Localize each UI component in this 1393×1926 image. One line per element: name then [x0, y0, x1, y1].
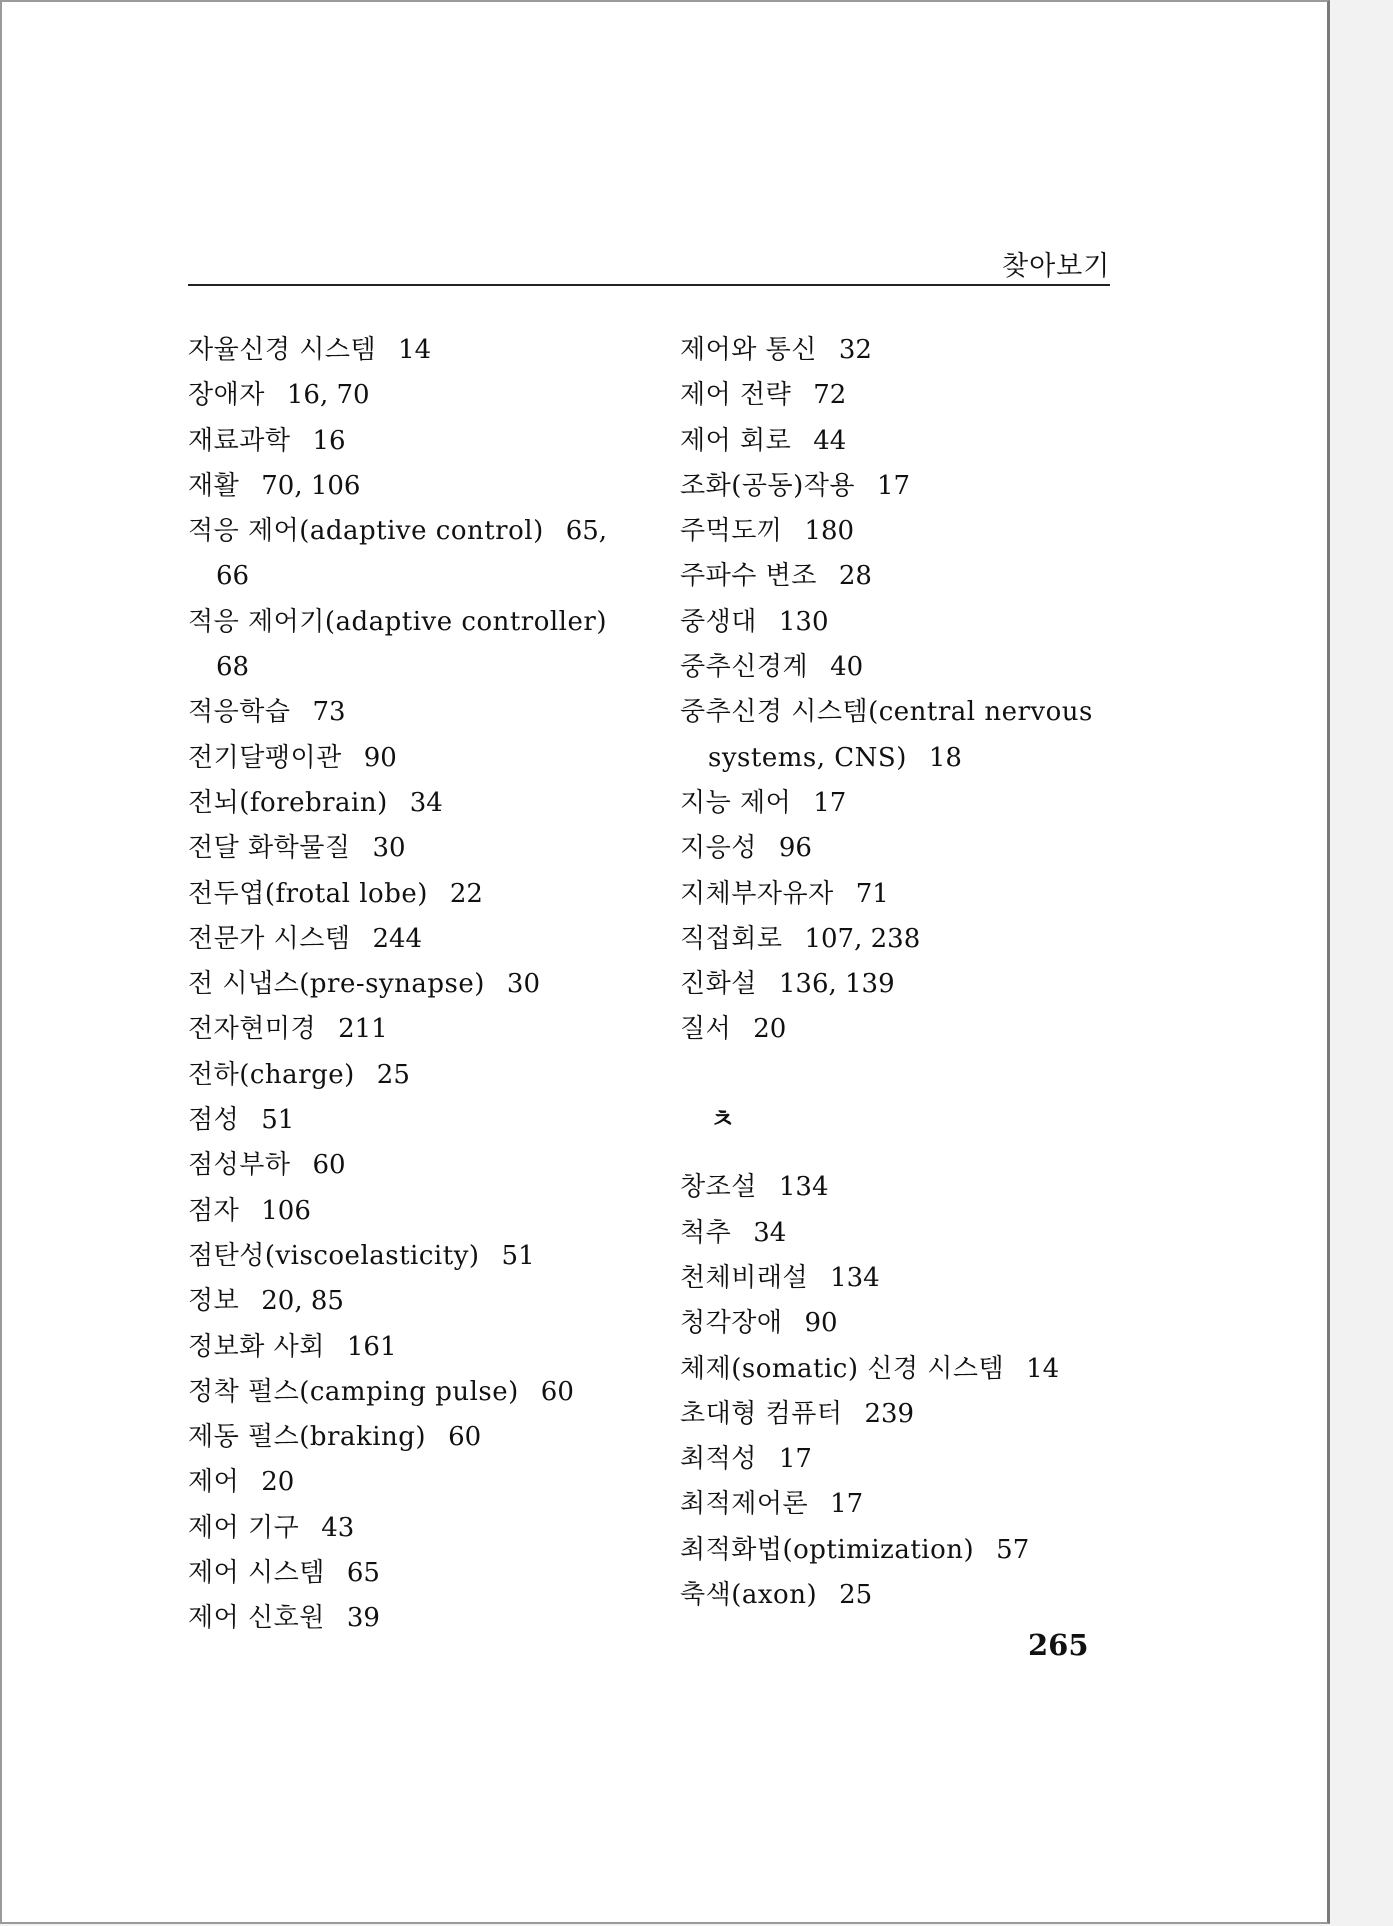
index-entry — [680, 464, 1130, 509]
index-page-refs: 30 — [506, 969, 541, 1000]
index-term: 제어와 통신 — [680, 335, 817, 365]
index-entry — [188, 373, 638, 418]
section-letter: ㅊ — [710, 1105, 736, 1136]
index-term: 직접회로 — [680, 923, 783, 954]
index-page-refs: 73 — [312, 697, 346, 728]
section-gap — [680, 1053, 1130, 1098]
index-column-left — [188, 328, 638, 1642]
index-term: 제어 — [188, 1467, 240, 1498]
index-term: 점자 — [188, 1195, 240, 1226]
index-page-refs: 20 — [753, 1014, 787, 1045]
index-entry — [680, 1347, 1130, 1392]
index-entry — [680, 554, 1130, 599]
index-entry — [188, 1551, 638, 1596]
index-entry — [188, 962, 638, 1007]
index-page-refs: 20, 85 — [261, 1286, 344, 1317]
index-term: 최적성 — [680, 1444, 757, 1475]
index-entry — [680, 1301, 1130, 1346]
index-page-refs: 20 — [261, 1467, 295, 1498]
index-term: 제어 회로 — [680, 425, 792, 456]
index-term: 정보 — [188, 1286, 240, 1317]
index-entry — [188, 690, 638, 735]
section-gap — [680, 1143, 1130, 1165]
index-page-refs: 239 — [864, 1398, 915, 1429]
index-term: 최적화법(optimization) — [680, 1534, 975, 1565]
index-entry — [680, 962, 1130, 1007]
index-page-refs: 34 — [753, 1217, 787, 1248]
index-page-refs: 134 — [830, 1262, 880, 1293]
index-entry — [188, 917, 638, 962]
index-term: 점성부하 — [188, 1150, 291, 1181]
index-term: 제어 시스템 — [188, 1558, 325, 1589]
index-term: 제동 펄스(braking) — [188, 1422, 427, 1453]
index-entry — [680, 826, 1130, 871]
index-term: 중추신경 시스템(central nervous — [680, 697, 1093, 728]
index-page-refs: 106 — [261, 1195, 311, 1226]
index-term: 적응학습 — [188, 697, 291, 728]
index-entry — [680, 690, 1130, 735]
index-entry — [188, 1415, 638, 1460]
index-entry — [188, 1189, 638, 1234]
index-term: 제어 기구 — [188, 1512, 300, 1543]
running-head: 찾아보기 — [1002, 251, 1111, 282]
index-page-refs: 90 — [804, 1308, 838, 1339]
index-term: 제어 전략 — [680, 380, 792, 411]
index-term: 진화설 — [680, 969, 757, 1000]
index-term: 전두엽(frotal lobe) — [188, 878, 428, 909]
index-entry — [188, 1143, 638, 1188]
index-page-refs: 71 — [855, 878, 889, 909]
index-term: 재료과학 — [188, 425, 291, 456]
index-entry — [680, 1165, 1130, 1210]
index-page-refs: 25 — [376, 1059, 410, 1090]
index-page-refs: 18 — [928, 742, 962, 773]
index-term: 척추 — [680, 1217, 732, 1248]
index-entry — [680, 1256, 1130, 1301]
index-page-refs: 28 — [838, 561, 872, 592]
index-entry — [680, 1392, 1130, 1437]
index-page-refs: 32 — [838, 335, 872, 365]
header-rule — [188, 284, 1110, 286]
index-page-refs: 180 — [804, 516, 855, 547]
index-entry — [188, 1098, 638, 1143]
index-entry — [188, 600, 638, 645]
index-term: 제어 신호원 — [188, 1603, 325, 1634]
index-page-refs: 39 — [346, 1603, 380, 1634]
index-page-refs: 17 — [876, 470, 911, 501]
index-term: 자율신경 시스템 — [188, 335, 377, 365]
index-entry — [680, 328, 1130, 373]
index-term: 천체비래설 — [680, 1262, 809, 1293]
index-page-refs: 65, — [565, 516, 608, 547]
index-page-refs: 107, 238 — [804, 923, 921, 954]
index-page-refs: 70, 106 — [261, 470, 361, 501]
page-number: 265 — [1028, 1628, 1089, 1662]
index-term: 질서 — [680, 1014, 732, 1045]
index-page-refs: 14 — [1026, 1353, 1060, 1384]
index-term: 창조설 — [680, 1172, 757, 1203]
index-term: 청각장애 — [680, 1308, 783, 1339]
index-page-refs: 16, 70 — [286, 380, 370, 411]
index-entry — [188, 554, 638, 599]
index-term: 전달 화학물질 — [188, 833, 351, 864]
index-entry — [680, 1482, 1130, 1527]
index-entry — [188, 328, 638, 373]
index-term: 체제(somatic) 신경 시스템 — [680, 1353, 1005, 1384]
index-entry — [188, 1007, 638, 1052]
index-entry — [188, 826, 638, 871]
index-entry — [680, 419, 1130, 464]
index-page-refs: 14 — [398, 335, 432, 365]
index-entry — [680, 917, 1130, 962]
viewer-gutter — [1333, 0, 1393, 1926]
index-page-refs: 22 — [449, 878, 483, 909]
index-page-refs: 130 — [778, 606, 829, 637]
index-term: 점탄성(viscoelasticity) — [188, 1240, 480, 1271]
index-term: 전하(charge) — [188, 1059, 355, 1090]
index-page-refs: 72 — [813, 380, 847, 411]
index-page-refs: 136, 139 — [778, 969, 895, 1000]
index-entry — [680, 645, 1130, 690]
index-term: 중생대 — [680, 606, 757, 637]
index-entry — [680, 509, 1130, 554]
index-entry — [188, 1370, 638, 1415]
index-term: 초대형 컴퓨터 — [680, 1398, 843, 1429]
index-page-refs: 34 — [409, 787, 443, 818]
index-term: 장애자 — [188, 380, 265, 411]
index-page-refs: 68 — [216, 652, 250, 683]
index-term: 전자현미경 — [188, 1014, 317, 1045]
index-term: 지능 제어 — [680, 787, 792, 818]
index-term: 적응 제어(adaptive control) — [188, 516, 544, 547]
index-group-jieut — [680, 328, 1130, 1053]
index-entry — [188, 781, 638, 826]
index-entry — [188, 1053, 638, 1098]
index-entry — [680, 600, 1130, 645]
index-page-refs: 134 — [778, 1172, 829, 1203]
index-group-chieut — [680, 1165, 1130, 1618]
index-term: 전뇌(forebrain) — [188, 787, 388, 818]
index-page-refs: 51 — [501, 1240, 535, 1271]
index-page-refs: 17 — [778, 1444, 812, 1475]
index-page-refs: 40 — [830, 652, 864, 683]
index-page-refs: 57 — [996, 1534, 1030, 1565]
index-term: 중추신경계 — [680, 652, 809, 683]
index-term: 재활 — [188, 470, 240, 501]
index-entry — [680, 373, 1130, 418]
index-term: 점성 — [188, 1105, 240, 1136]
index-entry — [188, 509, 638, 554]
index-entry — [680, 736, 1130, 781]
index-entry — [188, 645, 638, 690]
index-term: 지체부자유자 — [680, 878, 834, 909]
index-page-refs: 25 — [839, 1580, 873, 1611]
index-term: 전문가 시스템 — [188, 923, 351, 954]
index-column-right — [680, 328, 1130, 1618]
index-term: 정보화 사회 — [188, 1331, 325, 1362]
index-term: 주먹도끼 — [680, 516, 783, 547]
index-page-refs: 161 — [346, 1331, 397, 1362]
index-entry — [188, 1506, 638, 1551]
index-page-refs: 16 — [312, 425, 346, 456]
index-page-refs: 60 — [312, 1150, 346, 1181]
index-term: 지응성 — [680, 833, 757, 864]
index-page-refs: 66 — [216, 561, 250, 592]
index-entry — [188, 1234, 638, 1279]
index-page-refs: 44 — [813, 425, 847, 456]
index-term: 축색(axon) — [680, 1580, 818, 1611]
index-page-refs: 60 — [448, 1422, 482, 1453]
index-page-refs: 51 — [261, 1105, 295, 1136]
index-entry — [188, 419, 638, 464]
index-page-refs: 30 — [372, 833, 406, 864]
index-term: 정착 펄스(camping pulse) — [188, 1376, 519, 1407]
index-entry — [680, 1573, 1130, 1618]
index-entry — [188, 464, 638, 509]
index-page-refs: 244 — [372, 923, 423, 954]
index-page-refs: 96 — [778, 833, 812, 864]
index-entry — [680, 781, 1130, 826]
index-term: 전 시냅스(pre-synapse) — [188, 969, 485, 1000]
index-page-refs: 17 — [830, 1489, 864, 1520]
index-page-refs: 17 — [813, 787, 847, 818]
index-page-refs: 65 — [346, 1558, 380, 1589]
index-entry — [188, 736, 638, 781]
index-entry — [680, 1528, 1130, 1573]
index-page-refs: 211 — [338, 1014, 388, 1045]
index-page-refs: 43 — [321, 1512, 355, 1543]
index-entry — [680, 872, 1130, 917]
index-term: systems, CNS) — [708, 742, 907, 773]
index-term: 최적제어론 — [680, 1489, 809, 1520]
index-page-refs: 90 — [363, 742, 397, 773]
index-term: 적응 제어기(adaptive controller) — [188, 606, 607, 637]
index-entry — [188, 1325, 638, 1370]
index-entry — [680, 1211, 1130, 1256]
index-entry — [188, 1596, 638, 1641]
index-entry — [188, 1460, 638, 1505]
index-entry — [188, 1279, 638, 1324]
index-entry — [680, 1437, 1130, 1482]
index-page-refs: 60 — [540, 1376, 574, 1407]
index-term: 전기달팽이관 — [188, 742, 342, 773]
index-term: 조화(공동)작용 — [680, 470, 855, 501]
index-entry — [188, 872, 638, 917]
index-entry — [680, 1007, 1130, 1052]
index-term: 주파수 변조 — [680, 561, 817, 592]
